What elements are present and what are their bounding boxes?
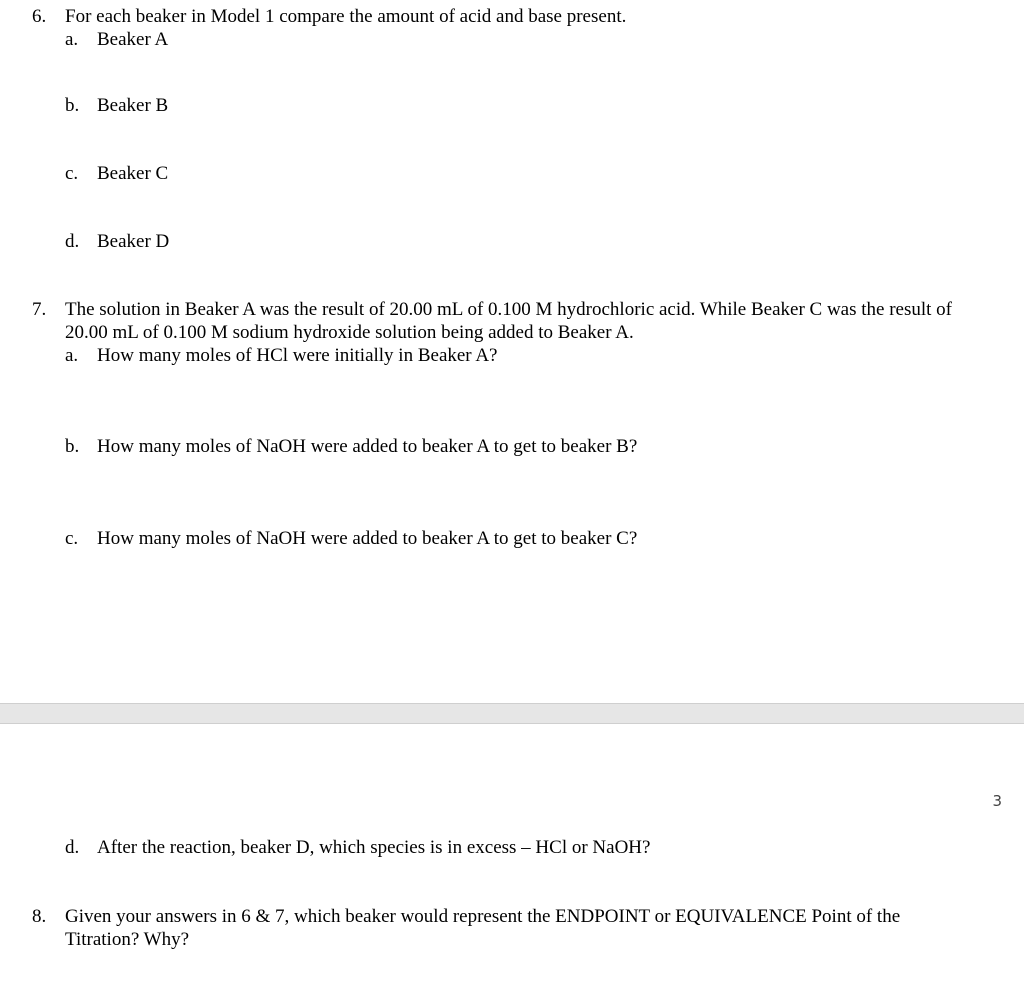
question-6d [65,230,985,253]
question-7-number: 7. [32,299,47,320]
question-7d-letter: d. [65,837,80,858]
question-7d [65,836,985,859]
question-6a-text: Beaker A [97,29,169,50]
question-7-line1: The solution in Beaker A was the result of 20.00 mL of 0.100 M hydrochloric acid. While Beaker C was the result of [65,299,952,320]
question-8-number: 8. [32,906,47,927]
question-6-text: For each beaker in Model 1 compare the amount of acid and base present. [65,6,627,27]
page-break [0,703,1024,724]
question-6d-letter: d. [65,231,80,252]
question-7b-letter: b. [65,436,80,457]
question-7b-text: How many moles of NaOH were added to beaker A to get to beaker B? [97,436,638,457]
question-6b [65,94,985,117]
question-7c-text: How many moles of NaOH were added to beaker A to get to beaker C? [97,528,638,549]
question-6c-text: Beaker C [97,163,169,184]
page-number: 3 [992,792,1002,810]
question-6b-text: Beaker B [97,95,169,116]
question-7a-text: How many moles of HCl were initially in Beaker A? [97,345,498,366]
question-7c-letter: c. [65,528,79,549]
question-6a-letter: a. [65,29,79,50]
question-6d-text: Beaker D [97,231,170,252]
question-7c [65,527,985,550]
question-7a-letter: a. [65,345,79,366]
question-6-number: 6. [32,6,47,27]
question-6a [65,28,985,51]
question-7d-text: After the reaction, beaker D, which species is in excess – HCl or NaOH? [97,837,651,858]
page-bottom [0,724,1024,989]
question-6b-letter: b. [65,95,80,116]
question-6c [65,162,985,185]
question-6c-letter: c. [65,163,79,184]
question-8-line2: Titration? Why? [65,929,190,950]
question-7b [65,435,985,458]
question-8-line1: Given your answers in 6 & 7, which beaker would represent the ENDPOINT or EQUIVALENCE Point of the [65,906,901,927]
question-7a [65,344,985,367]
question-7-line2: 20.00 mL of 0.100 M sodium hydroxide solution being added to Beaker A. [65,322,634,343]
